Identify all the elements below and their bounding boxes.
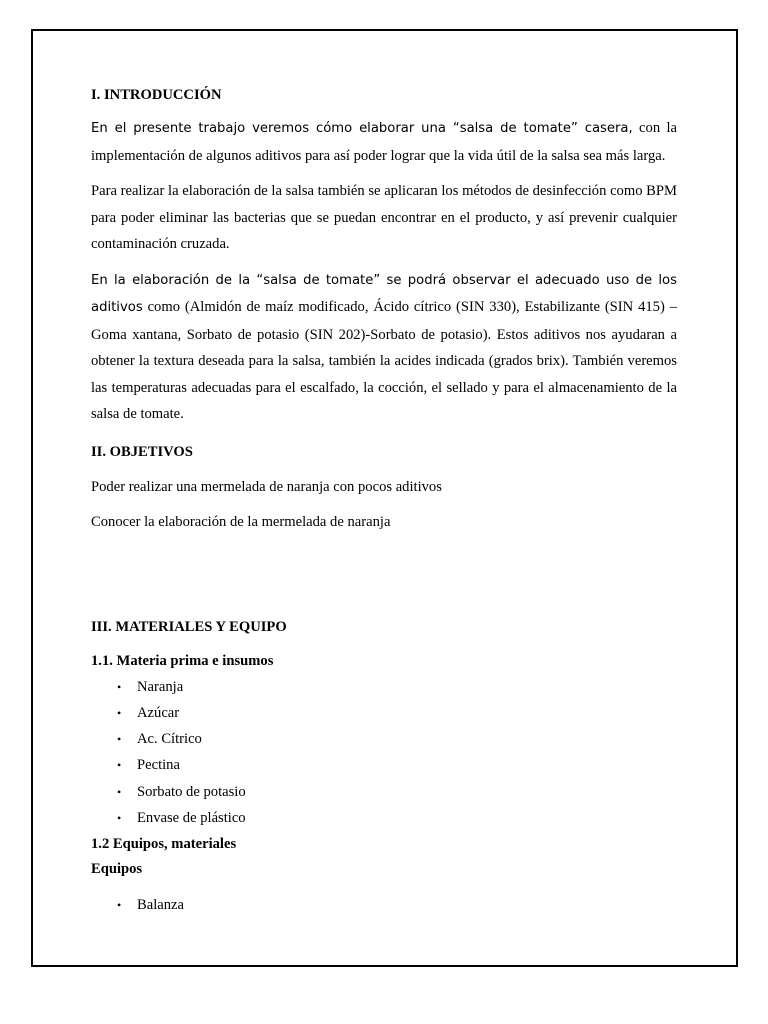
bullet-icon: • bbox=[117, 705, 122, 720]
list-item-label: Azúcar bbox=[137, 704, 180, 721]
bullet-icon: • bbox=[117, 810, 122, 825]
bullet-icon: • bbox=[117, 679, 122, 694]
objective-item-1: Poder realizar una mermelada de naranja con pocos aditivos bbox=[91, 478, 442, 495]
objective-item-2: Conocer la elaboración de la mermelada de naranja bbox=[91, 513, 391, 530]
equipos-list bbox=[91, 895, 677, 921]
intro-p3-serif-part: como (Almidón de maíz modificado, Ácido cítrico (SIN 330), Estabilizante (SIN 415) – Goma xantana, Sorbato de potasio (SIN 202)-Sorbato de potasio). Estos aditivos nos ayudaran a obtener la textura deseada para la salsa, también la acides indicada (grados brix). También veremos las temperaturas adecuadas para el escalfado, la cocción, el sellado y para el almacenamiento de la salsa de tomate. bbox=[91, 299, 677, 422]
list-item bbox=[91, 703, 677, 729]
intro-paragraph-2: Para realizar la elaboración de la salsa también se aplicaran los métodos de desinfección como BPM para poder eliminar las bacterias que se puedan encontrar en el producto, y así prevenir cualquier contaminación cruzada. bbox=[91, 183, 677, 252]
objectives-heading: II. OBJETIVOS bbox=[91, 443, 193, 460]
bullet-icon: • bbox=[117, 897, 122, 912]
list-item bbox=[91, 755, 677, 781]
bullet-icon: • bbox=[117, 758, 122, 773]
intro-p1-sans-part: En el presente trabajo veremos cómo elaborar una “salsa de tomate” casera, bbox=[91, 121, 633, 136]
document-body bbox=[91, 84, 677, 921]
materials-subheading-2: 1.2 Equipos, materiales bbox=[91, 835, 237, 852]
list-item bbox=[91, 677, 677, 703]
list-item-label: Ac. Cítrico bbox=[137, 731, 202, 748]
list-item bbox=[91, 808, 677, 828]
list-item-label: Envase de plástico bbox=[137, 809, 246, 826]
list-item-label: Sorbato de potasio bbox=[137, 783, 246, 800]
list-item bbox=[91, 729, 677, 755]
intro-p3-sans-part: En la elaboración de la “salsa de tomate” se podrá observar el adecuado uso de los aditivos bbox=[91, 272, 677, 315]
materials-subheading-1: 1.1. Materia prima e insumos bbox=[91, 652, 274, 669]
materials-heading: III. MATERIALES Y EQUIPO bbox=[91, 618, 287, 635]
list-item-label: Naranja bbox=[137, 678, 184, 695]
materia-prima-list bbox=[91, 677, 677, 828]
intro-paragraph-1 bbox=[91, 115, 677, 169]
list-item-label: Pectina bbox=[137, 757, 180, 774]
bullet-icon: • bbox=[117, 784, 122, 799]
intro-heading: I. INTRODUCCIÓN bbox=[91, 87, 222, 103]
intro-paragraph-3 bbox=[91, 267, 677, 428]
list-item bbox=[91, 895, 677, 921]
equipos-heading: Equipos bbox=[91, 860, 143, 877]
list-item-label: Balanza bbox=[137, 896, 184, 913]
bullet-icon: • bbox=[117, 732, 122, 747]
intro-p1-serif-part: con la implementación de algunos aditivos para así poder lograr que la vida útil de la salsa sea más larga. bbox=[91, 120, 677, 164]
list-item bbox=[91, 782, 677, 808]
